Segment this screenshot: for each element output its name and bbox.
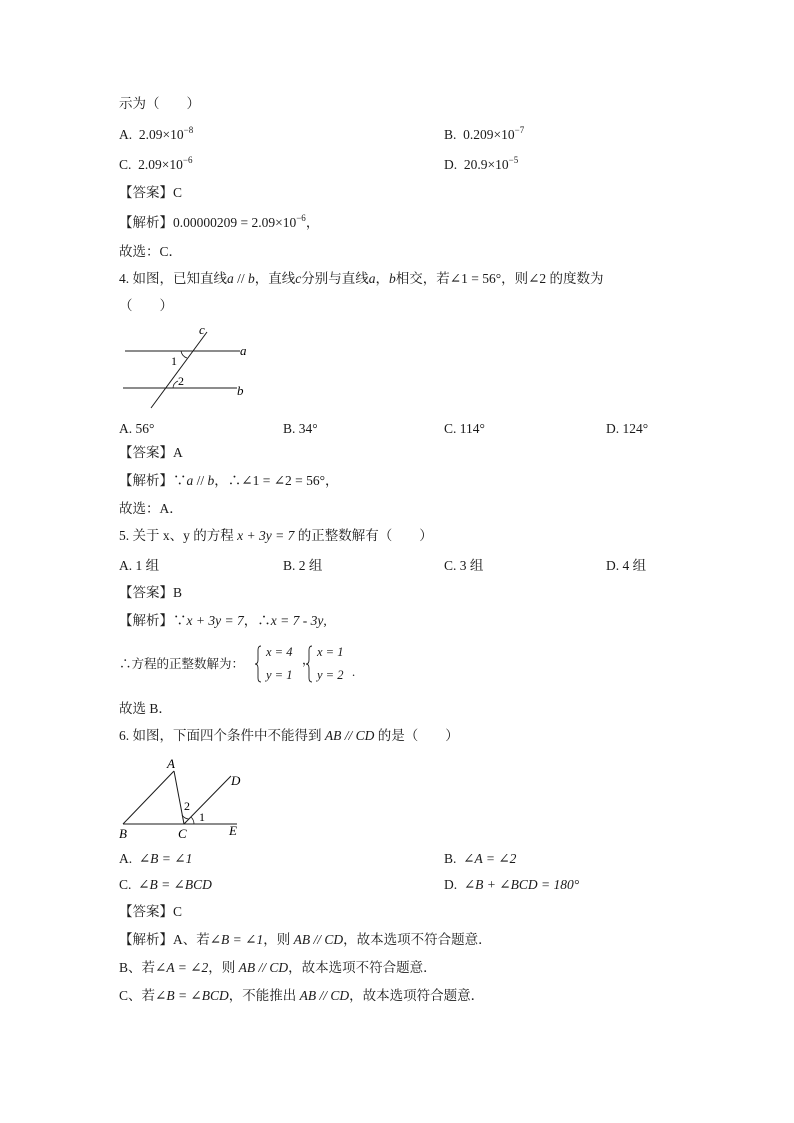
q3-conclusion: 故选：C． — [119, 244, 183, 259]
q3-stem-tail: 示为（ ） — [119, 96, 200, 111]
q4-answer: 【答案】A — [119, 445, 183, 460]
q6-option-a: A. ∠B = ∠1 — [119, 851, 193, 866]
q5-option-b: B. 2 组 — [283, 558, 323, 573]
q5-solution-end: . — [352, 665, 356, 679]
q3-analysis: 【解析】$0.00000209 = 2.09\times 10^{-6}$， — [119, 213, 320, 230]
label-2: 2 — [178, 374, 184, 388]
q5-option-a: A. 1 组 — [119, 558, 160, 573]
q4-parallel-lines-figure — [115, 320, 265, 412]
q4-option-b: B. 34° — [283, 421, 318, 436]
q6-angle-figure — [115, 752, 250, 844]
q5-solution-separator: ， — [302, 653, 315, 667]
label-E: E — [229, 823, 237, 838]
q6-option-b: B. ∠A = ∠2 — [444, 851, 517, 866]
q4-stem: 4. 如图，已知直线a // b，直线c分别与直线a，b相交，若∠1 = 56°，则∠2 的度数为 — [119, 271, 604, 286]
label-C: C — [178, 826, 187, 841]
label-B: B — [119, 826, 127, 841]
label-a: a — [240, 343, 247, 358]
q5-stem: 5. 关于 x、y 的方程 x + 3y = 7 的正整数解有（ ） — [119, 528, 433, 543]
label-D: D — [231, 773, 241, 788]
label-c: c — [199, 322, 205, 337]
sol1-y: y = 1 — [266, 668, 293, 682]
q6-option-c: C. ∠B = ∠BCD — [119, 877, 212, 892]
q5-option-c: C. 3 组 — [444, 558, 484, 573]
q4-option-a: A. 56° — [119, 421, 155, 436]
angle-1-arc — [181, 351, 187, 358]
q3-option-b: B. $0.209\times 10^{-7}$ — [444, 125, 525, 142]
q6-analysis-line-3: C、若∠B = ∠BCD，不能推出 AB // CD，故本选项符合题意． — [119, 988, 485, 1003]
q3-option-a: A. $2.09\times 10^{-8}$ — [119, 125, 194, 142]
line-CD — [184, 776, 231, 824]
q3-option-d: D. $20.9\times 10^{-5}$ — [444, 155, 519, 172]
brace-1-icon — [255, 644, 263, 684]
q5-analysis: 【解析】∵x + 3y = 7，∴x = 7 - 3y, — [119, 613, 327, 628]
sol1-x: x = 4 — [266, 645, 293, 659]
label-1: 1 — [171, 354, 177, 368]
q3-answer: 【答案】C — [119, 185, 183, 200]
q5-solutions-intro: ∴方程的正整数解为： — [119, 657, 245, 671]
line-c — [151, 332, 207, 408]
q5-option-d: D. 4 组 — [606, 558, 647, 573]
q4-stem-line2: （ ） — [119, 298, 173, 313]
label-A: A — [167, 756, 175, 771]
brace-2-icon — [306, 644, 314, 684]
q4-option-d: D. 124° — [606, 421, 649, 436]
q6-analysis-line-2: B、若∠A = ∠2，则 AB // CD，故本选项不符合题意． — [119, 960, 437, 975]
label-2: 2 — [184, 799, 190, 813]
label-1: 1 — [199, 810, 205, 824]
sol2-x: x = 1 — [317, 645, 344, 659]
angle-1-arc — [191, 817, 194, 824]
q6-analysis-line-1: 【解析】A、若∠B = ∠1，则 AB // CD，故本选项不符合题意． — [119, 932, 492, 947]
q3-option-c: C. $2.09\times 10^{-6}$ — [119, 155, 193, 172]
q4-option-c: C. 114° — [444, 421, 485, 436]
line-BA — [123, 771, 174, 824]
q6-option-d: D. ∠B + ∠BCD = 180° — [444, 877, 580, 892]
label-b: b — [237, 383, 244, 398]
q5-conclusion: 故选 B． — [119, 701, 172, 716]
q6-stem: 6. 如图，下面四个条件中不能得到 AB // CD 的是（ ） — [119, 728, 459, 743]
q4-analysis: 【解析】∵a // b，∴∠1 = ∠2 = 56°， — [119, 473, 339, 488]
sol2-y: y = 2 — [317, 668, 344, 682]
q6-answer: 【答案】C — [119, 904, 183, 919]
q4-conclusion: 故选：A． — [119, 501, 183, 516]
q5-answer: 【答案】B — [119, 585, 183, 600]
